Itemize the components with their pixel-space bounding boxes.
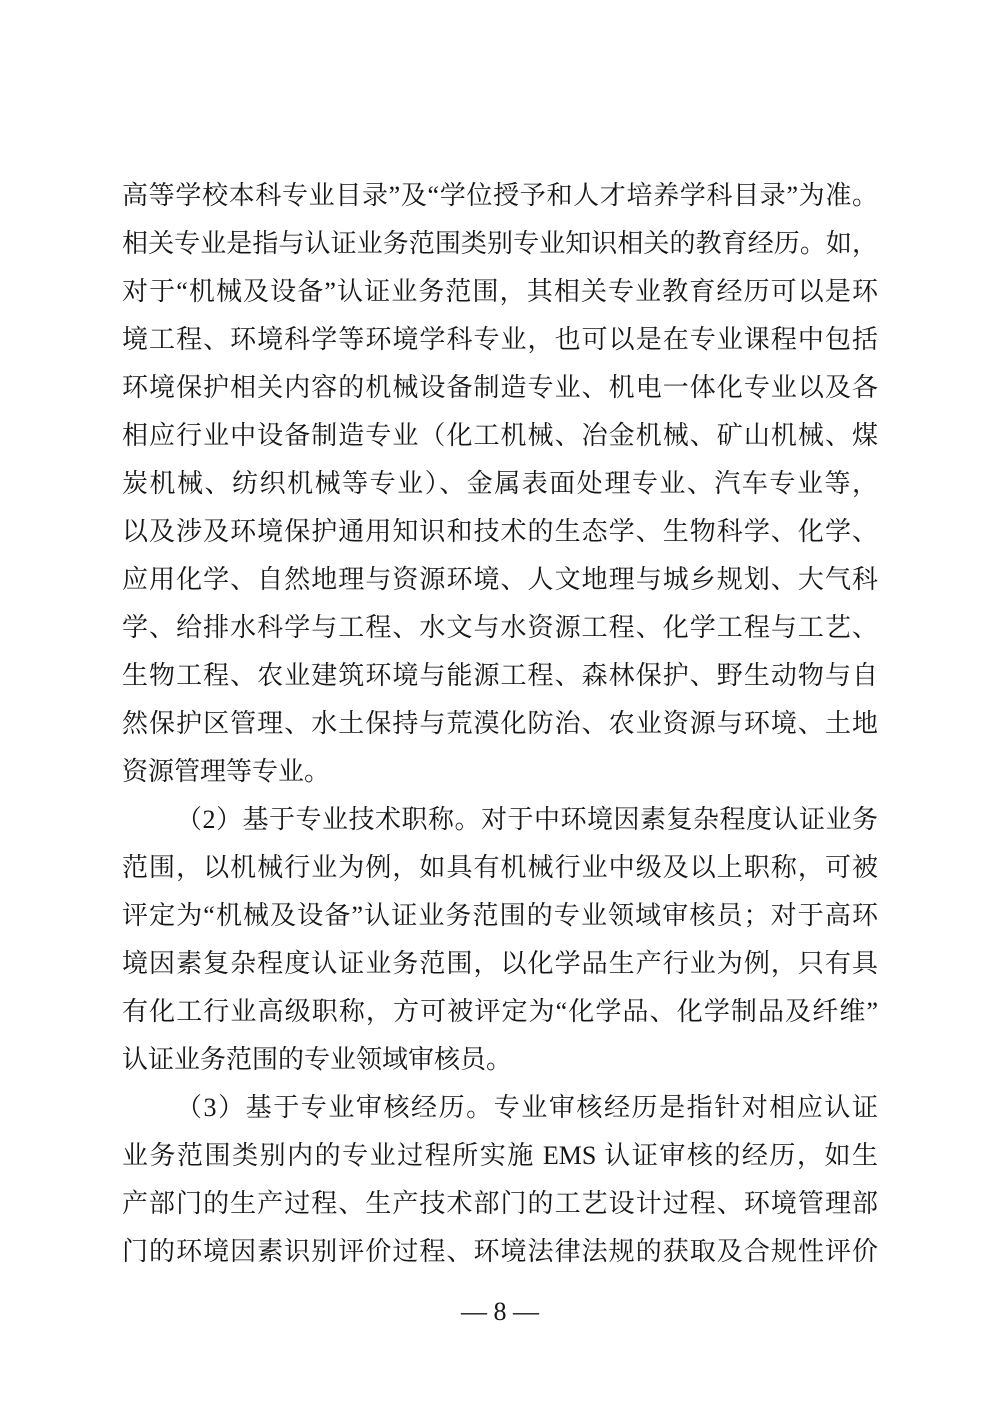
text-line: 门的环境因素识别评价过程、环境法律法规的获取及合规性评价 bbox=[122, 1237, 878, 1266]
text-line: （2）基于专业技术职称。对于中环境因素复杂程度认证业务 bbox=[176, 805, 878, 834]
text-line: 相应行业中设备制造专业（化工机械、冶金机械、矿山机械、煤 bbox=[122, 421, 878, 450]
text-line: 对于“机械及设备”认证业务范围，其相关专业教育经历可以是环 bbox=[122, 277, 878, 306]
text-line: 环境保护相关内容的机械设备制造专业、机电一体化专业以及各 bbox=[122, 373, 878, 402]
text-line: （3）基于专业审核经历。专业审核经历是指针对相应认证 bbox=[176, 1093, 878, 1122]
body-text bbox=[122, 172, 878, 1276]
text-line: 学、给排水科学与工程、水文与水资源工程、化学工程与工艺、 bbox=[122, 613, 878, 642]
text-line: 生物工程、农业建筑环境与能源工程、森林保护、野生动物与自 bbox=[122, 661, 878, 690]
text-line: 认证业务范围的专业领域审核员。 bbox=[122, 1045, 513, 1074]
text-line: 炭机械、纺织机械等专业）、金属表面处理专业、汽车专业等， bbox=[122, 469, 878, 498]
page-number: — 8 — bbox=[461, 1297, 539, 1326]
text-line: 相关专业是指与认证业务范围类别专业知识相关的教育经历。如， bbox=[122, 229, 878, 258]
text-line: 范围，以机械行业为例，如具有机械行业中级及以上职称，可被 bbox=[122, 853, 878, 882]
text-line: 高等学校本科专业目录”及“学位授予和人才培养学科目录”为准。 bbox=[122, 181, 878, 210]
text-line: 业务范围类别内的专业过程所实施 EMS 认证审核的经历，如生 bbox=[122, 1141, 878, 1170]
text-line: 产部门的生产过程、生产技术部门的工艺设计过程、环境管理部 bbox=[122, 1189, 878, 1218]
text-line: 资源管理等专业。 bbox=[122, 757, 331, 786]
text-line: 然保护区管理、水土保持与荒漠化防治、农业资源与环境、土地 bbox=[122, 709, 878, 738]
text-line: 境因素复杂程度认证业务范围，以化学品生产行业为例，只有具 bbox=[122, 949, 878, 978]
text-line: 应用化学、自然地理与资源环境、人文地理与城乡规划、大气科 bbox=[122, 565, 878, 594]
text-line: 以及涉及环境保护通用知识和技术的生态学、生物科学、化学、 bbox=[122, 517, 878, 546]
text-line: 评定为“机械及设备”认证业务范围的专业领域审核员；对于高环 bbox=[122, 901, 878, 930]
text-line: 有化工行业高级职称，方可被评定为“化学品、化学制品及纤维” bbox=[122, 997, 878, 1026]
text-line: 境工程、环境科学等环境学科专业，也可以是在专业课程中包括 bbox=[122, 325, 878, 354]
